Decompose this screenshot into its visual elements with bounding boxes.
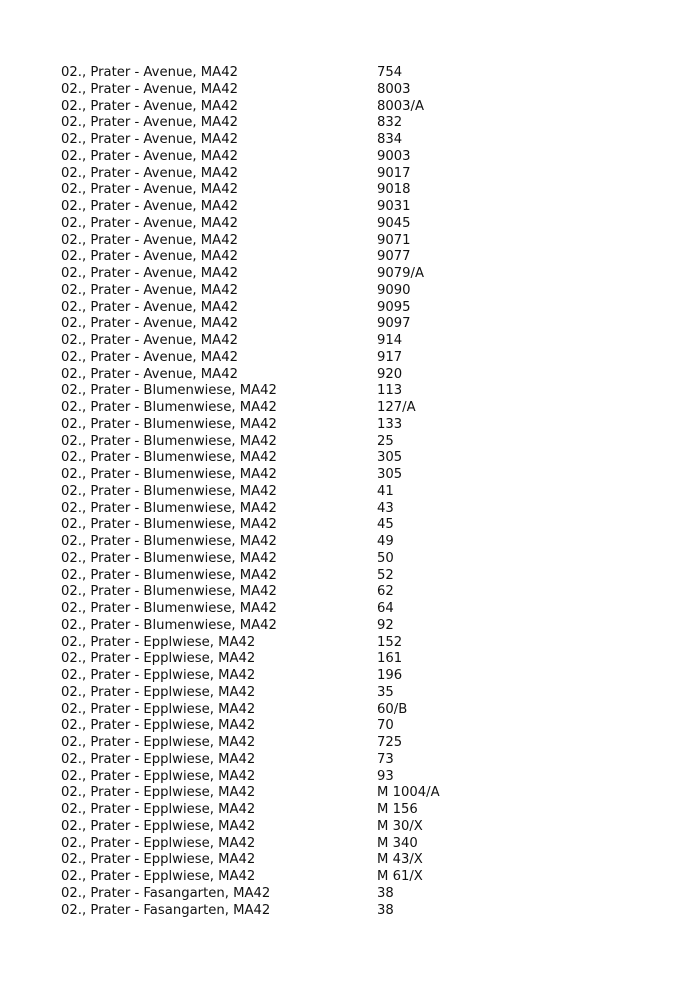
location-text: 02., Prater - Avenue, MA42	[61, 148, 238, 164]
number-text: 92	[377, 617, 394, 633]
list-item	[61, 249, 661, 266]
location-text: 02., Prater - Avenue, MA42	[61, 215, 238, 231]
location-text: 02., Prater - Blumenwiese, MA42	[61, 584, 277, 600]
number-text: 60/B	[377, 701, 408, 717]
list-item	[61, 233, 661, 250]
number-text: 152	[377, 634, 403, 650]
list-item	[61, 702, 661, 719]
location-text: 02., Prater - Blumenwiese, MA42	[61, 500, 277, 516]
list-item	[61, 82, 661, 99]
location-text: 02., Prater - Avenue, MA42	[61, 232, 238, 248]
location-text: 02., Prater - Epplwiese, MA42	[61, 668, 256, 683]
location-text: 02., Prater - Blumenwiese, MA42	[61, 450, 277, 466]
list-item	[61, 149, 661, 166]
number-text: M 61/X	[377, 869, 423, 884]
number-text: 917	[377, 349, 403, 365]
location-text: 02., Prater - Blumenwiese, MA42	[61, 534, 277, 549]
location-text: 02., Prater - Epplwiese, MA42	[61, 634, 256, 650]
location-text: 02., Prater - Blumenwiese, MA42	[61, 601, 277, 616]
location-text: 02., Prater - Blumenwiese, MA42	[61, 400, 277, 415]
list-item	[61, 869, 661, 886]
number-text: 9045	[377, 215, 411, 231]
list-item	[61, 903, 661, 920]
list-item	[61, 785, 661, 802]
location-text: 02., Prater - Avenue, MA42	[61, 349, 238, 365]
location-text: 02., Prater - Epplwiese, MA42	[61, 768, 256, 784]
list-item	[61, 99, 661, 116]
number-text: 38	[377, 902, 394, 918]
number-text: 9097	[377, 316, 411, 332]
location-text: 02., Prater - Avenue, MA42	[61, 98, 238, 114]
location-text: 02., Prater - Avenue, MA42	[61, 165, 238, 181]
list-item	[61, 651, 661, 668]
number-text: 49	[377, 534, 394, 549]
list-item	[61, 316, 661, 333]
number-text: 113	[377, 383, 403, 399]
number-text: 62	[377, 584, 394, 600]
number-text: 43	[377, 500, 394, 516]
list-item	[61, 852, 661, 869]
list-item	[61, 300, 661, 317]
number-text: 41	[377, 483, 394, 499]
list-item	[61, 166, 661, 183]
list-item	[61, 668, 661, 685]
number-text: 45	[377, 517, 394, 533]
location-text: 02., Prater - Epplwiese, MA42	[61, 718, 256, 734]
number-text: 70	[377, 718, 394, 734]
location-list	[61, 65, 661, 919]
list-item	[61, 886, 661, 903]
number-text: 9095	[377, 299, 411, 315]
number-text: 9090	[377, 282, 411, 298]
list-item	[61, 450, 661, 467]
number-text: 305	[377, 467, 403, 482]
list-item	[61, 383, 661, 400]
list-item	[61, 199, 661, 216]
location-text: 02., Prater - Avenue, MA42	[61, 199, 238, 214]
location-text: 02., Prater - Avenue, MA42	[61, 366, 238, 382]
list-item	[61, 367, 661, 384]
number-text: 9017	[377, 165, 411, 181]
list-item	[61, 551, 661, 568]
number-text: 920	[377, 366, 403, 382]
location-text: 02., Prater - Epplwiese, MA42	[61, 751, 256, 767]
number-text: 50	[377, 550, 394, 566]
number-text: 9079/A	[377, 266, 425, 281]
number-text: 834	[377, 132, 403, 147]
location-text: 02., Prater - Avenue, MA42	[61, 249, 238, 265]
number-text: M 156	[377, 802, 418, 817]
location-text: 02., Prater - Epplwiese, MA42	[61, 684, 256, 700]
location-text: 02., Prater - Epplwiese, MA42	[61, 785, 256, 801]
list-item	[61, 769, 661, 786]
number-text: M 43/X	[377, 852, 423, 868]
location-text: 02., Prater - Blumenwiese, MA42	[61, 467, 277, 482]
number-text: M 1004/A	[377, 785, 440, 801]
list-item	[61, 735, 661, 752]
location-text: 02., Prater - Avenue, MA42	[61, 299, 238, 315]
number-text: 754	[377, 65, 403, 80]
number-text: 127/A	[377, 400, 416, 415]
location-text: 02., Prater - Fasangarten, MA42	[61, 902, 271, 918]
number-text: 93	[377, 768, 394, 784]
list-item	[61, 350, 661, 367]
number-text: 8003/A	[377, 98, 425, 114]
list-item	[61, 216, 661, 233]
location-text: 02., Prater - Epplwiese, MA42	[61, 701, 256, 717]
number-text: 9031	[377, 199, 411, 214]
location-text: 02., Prater - Avenue, MA42	[61, 115, 238, 131]
list-item	[61, 584, 661, 601]
list-item	[61, 802, 661, 819]
list-item	[61, 718, 661, 735]
location-text: 02., Prater - Avenue, MA42	[61, 182, 238, 198]
number-text: 73	[377, 751, 394, 767]
list-item	[61, 115, 661, 132]
number-text: 64	[377, 601, 394, 616]
location-text: 02., Prater - Epplwiese, MA42	[61, 651, 256, 667]
list-item	[61, 635, 661, 652]
location-text: 02., Prater - Avenue, MA42	[61, 132, 238, 147]
number-text: M 340	[377, 835, 418, 851]
location-text: 02., Prater - Epplwiese, MA42	[61, 852, 256, 868]
list-item	[61, 819, 661, 836]
list-item	[61, 685, 661, 702]
list-item	[61, 417, 661, 434]
list-item	[61, 568, 661, 585]
list-item	[61, 517, 661, 534]
number-text: 725	[377, 735, 403, 750]
list-item	[61, 65, 661, 82]
location-text: 02., Prater - Epplwiese, MA42	[61, 818, 256, 834]
location-text: 02., Prater - Blumenwiese, MA42	[61, 617, 277, 633]
number-text: M 30/X	[377, 818, 423, 834]
number-text: 25	[377, 433, 394, 449]
number-text: 9071	[377, 232, 411, 248]
location-text: 02., Prater - Avenue, MA42	[61, 81, 238, 97]
list-item	[61, 132, 661, 149]
location-text: 02., Prater - Blumenwiese, MA42	[61, 433, 277, 449]
location-text: 02., Prater - Avenue, MA42	[61, 65, 238, 80]
list-item	[61, 283, 661, 300]
location-text: 02., Prater - Avenue, MA42	[61, 316, 238, 332]
list-item	[61, 534, 661, 551]
list-item	[61, 752, 661, 769]
number-text: 38	[377, 885, 394, 901]
location-text: 02., Prater - Avenue, MA42	[61, 266, 238, 281]
number-text: 9003	[377, 148, 411, 164]
location-text: 02., Prater - Epplwiese, MA42	[61, 802, 256, 817]
number-text: 305	[377, 450, 403, 466]
location-text: 02., Prater - Avenue, MA42	[61, 282, 238, 298]
number-text: 52	[377, 567, 394, 583]
list-item	[61, 501, 661, 518]
number-text: 133	[377, 416, 403, 432]
location-text: 02., Prater - Blumenwiese, MA42	[61, 517, 277, 533]
list-item	[61, 434, 661, 451]
number-text: 832	[377, 115, 403, 131]
list-item	[61, 601, 661, 618]
location-text: 02., Prater - Avenue, MA42	[61, 333, 238, 348]
number-text: 196	[377, 668, 403, 683]
list-item	[61, 266, 661, 283]
location-text: 02., Prater - Blumenwiese, MA42	[61, 383, 277, 399]
list-item	[61, 333, 661, 350]
list-item	[61, 182, 661, 199]
list-item	[61, 400, 661, 417]
number-text: 9018	[377, 182, 411, 198]
location-text: 02., Prater - Blumenwiese, MA42	[61, 567, 277, 583]
location-text: 02., Prater - Fasangarten, MA42	[61, 885, 271, 901]
list-item	[61, 484, 661, 501]
location-text: 02., Prater - Epplwiese, MA42	[61, 835, 256, 851]
list-item	[61, 618, 661, 635]
number-text: 9077	[377, 249, 411, 265]
location-text: 02., Prater - Blumenwiese, MA42	[61, 483, 277, 499]
number-text: 35	[377, 684, 394, 700]
location-text: 02., Prater - Blumenwiese, MA42	[61, 550, 277, 566]
list-item	[61, 836, 661, 853]
location-text: 02., Prater - Blumenwiese, MA42	[61, 416, 277, 432]
location-text: 02., Prater - Epplwiese, MA42	[61, 869, 256, 884]
location-text: 02., Prater - Epplwiese, MA42	[61, 735, 256, 750]
number-text: 914	[377, 333, 403, 348]
list-item	[61, 467, 661, 484]
number-text: 8003	[377, 81, 411, 97]
number-text: 161	[377, 651, 403, 667]
